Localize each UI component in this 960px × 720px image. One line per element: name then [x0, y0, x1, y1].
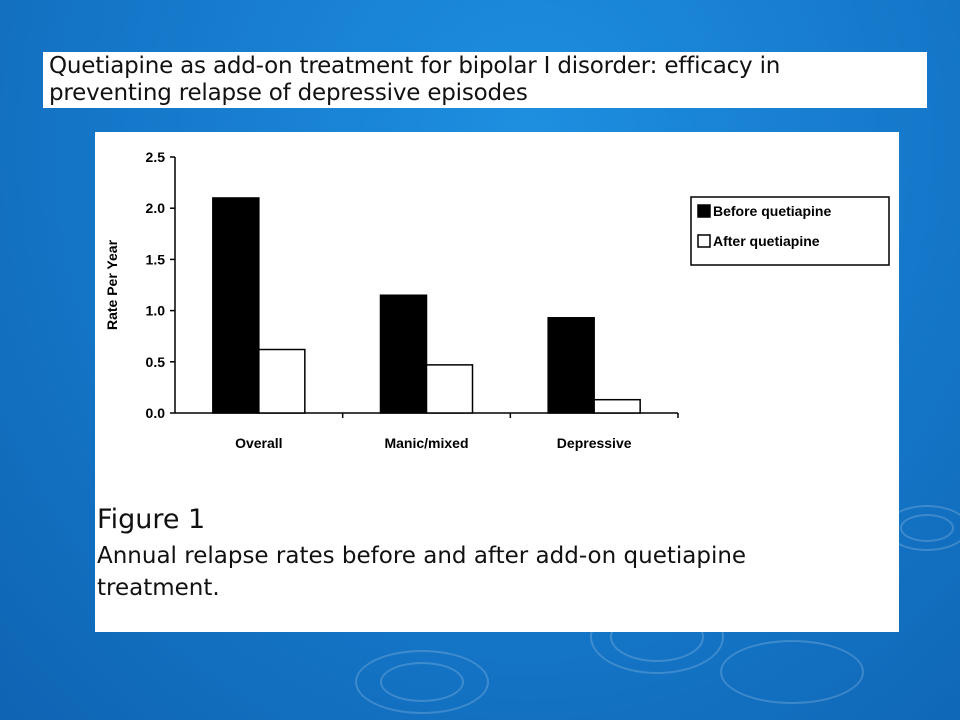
bar-after: [259, 350, 305, 413]
bar-chart: [95, 132, 899, 492]
legend-label: Before quetiapine: [713, 203, 832, 219]
background-ripple: [720, 640, 864, 704]
y-tick-label: 0.0: [145, 405, 165, 421]
slide-title-line-1: Quetiapine as add-on treatment for bipolar I disorder: efficacy in: [49, 53, 781, 79]
legend-swatch-before: [698, 205, 710, 217]
y-tick-label: 1.0: [145, 302, 165, 319]
bar-after: [427, 365, 473, 413]
legend-swatch-after: [698, 235, 710, 247]
y-axis-label: Rate Per Year: [104, 239, 120, 331]
x-tick-label: Depressive: [556, 435, 632, 451]
bar-before: [548, 318, 594, 413]
bar-before: [381, 295, 427, 413]
bar-after: [594, 400, 640, 413]
x-tick-label: Overall: [235, 435, 283, 451]
y-tick-label: 1.5: [145, 251, 165, 268]
slide-title-line-2: preventing relapse of depressive episodes: [49, 80, 528, 106]
background-ripple: [900, 514, 954, 542]
bar-before: [213, 198, 259, 413]
slide-title: [43, 52, 927, 108]
figure-label: Figure 1: [97, 504, 206, 535]
x-tick-label: Manic/mixed: [384, 435, 469, 451]
y-tick-label: 2.5: [145, 149, 165, 165]
y-tick-label: 2.0: [145, 200, 165, 217]
legend-label: After quetiapine: [713, 233, 820, 249]
background-ripple: [380, 662, 464, 702]
figure-panel: [95, 132, 899, 632]
figure-caption: Annual relapse rates before and after add-on quetiapine treatment.: [97, 543, 747, 601]
y-tick-label: 0.5: [145, 353, 165, 370]
